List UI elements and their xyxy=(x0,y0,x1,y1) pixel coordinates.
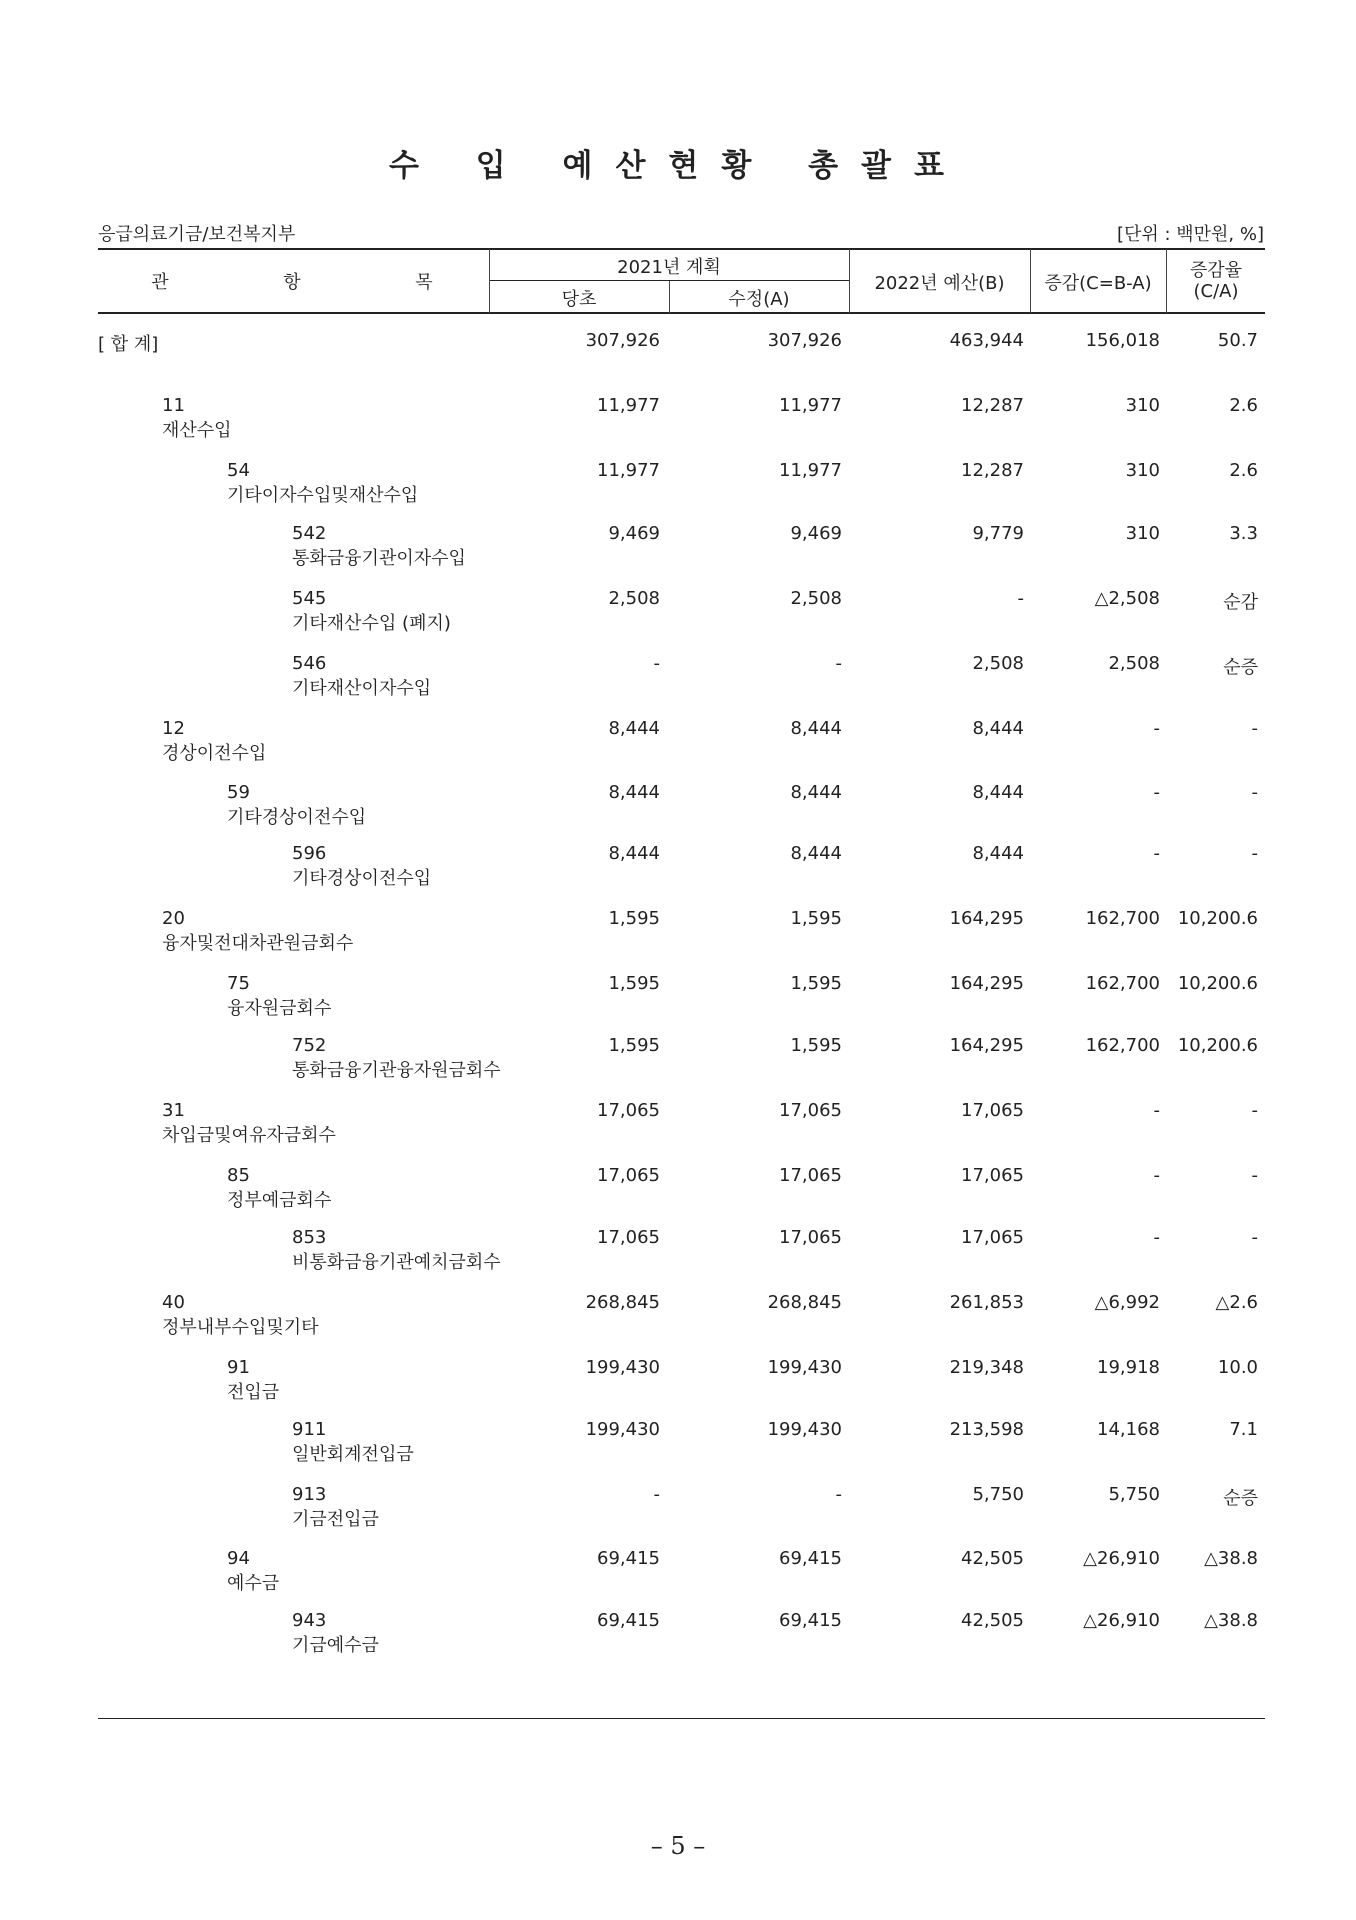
cell-initial: 268,845 xyxy=(585,1292,660,1313)
cell-rate: △38.8 xyxy=(1204,1610,1258,1631)
cell-initial: 1,595 xyxy=(608,908,660,929)
cell-revised: 11,977 xyxy=(779,395,842,416)
row-name: 예수금 xyxy=(227,1573,280,1594)
cell-change: 162,700 xyxy=(1085,908,1160,929)
row-name: 기타이자수입및재산수입 xyxy=(227,485,419,506)
row-code: 12 xyxy=(162,718,185,739)
cell-change: - xyxy=(1153,843,1160,864)
cell-budget: - xyxy=(1017,588,1024,609)
header-gwan: 관 xyxy=(151,272,169,293)
cell-change: 14,168 xyxy=(1097,1419,1160,1440)
row-name: 통화금융기관이자수입 xyxy=(292,548,466,569)
cell-budget: 164,295 xyxy=(949,973,1024,994)
row-name: 차입금및여유자금회수 xyxy=(162,1125,336,1146)
row-name: 재산수입 xyxy=(162,420,232,441)
cell-budget: 213,598 xyxy=(949,1419,1024,1440)
cell-revised: 11,977 xyxy=(779,460,842,481)
table-bottom-rule xyxy=(98,1718,1265,1719)
cell-budget: 5,750 xyxy=(972,1484,1024,1505)
cell-rate: 50.7 xyxy=(1217,330,1258,351)
cell-revised: 8,444 xyxy=(790,718,842,739)
cell-revised: 17,065 xyxy=(779,1227,842,1248)
row-name: 전입금 xyxy=(227,1382,280,1403)
cell-rate: 3.3 xyxy=(1229,523,1258,544)
cell-revised: 199,430 xyxy=(767,1357,842,1378)
row-name: 기금예수금 xyxy=(292,1635,379,1656)
cell-initial: 307,926 xyxy=(585,330,660,351)
cell-change: 310 xyxy=(1125,523,1160,544)
cell-revised: 69,415 xyxy=(779,1548,842,1569)
cell-rate: 2.6 xyxy=(1229,395,1258,416)
row-name: 기타재산수입 (폐지) xyxy=(292,613,451,634)
cell-revised: 1,595 xyxy=(790,1035,842,1056)
cell-revised: 199,430 xyxy=(767,1419,842,1440)
header-budget-2022: 2022년 예산(B) xyxy=(874,273,1005,294)
cell-change: 156,018 xyxy=(1085,330,1160,351)
row-code: 752 xyxy=(292,1035,327,1056)
cell-rate: - xyxy=(1251,782,1258,803)
organization-label: 응급의료기금/보건복지부 xyxy=(98,224,296,245)
row-code: 31 xyxy=(162,1100,185,1121)
cell-rate: 순증 xyxy=(1223,657,1258,678)
cell-budget: 2,508 xyxy=(972,653,1024,674)
header-revised: 수정(A) xyxy=(728,289,790,310)
cell-initial: 17,065 xyxy=(597,1165,660,1186)
cell-rate: - xyxy=(1251,843,1258,864)
cell-change: - xyxy=(1153,1227,1160,1248)
cell-change: △6,992 xyxy=(1094,1292,1160,1313)
header-rate-line2: (C/A) xyxy=(1193,281,1239,302)
cell-revised: 2,508 xyxy=(790,588,842,609)
cell-budget: 164,295 xyxy=(949,908,1024,929)
cell-rate: 10,200.6 xyxy=(1177,908,1258,929)
cell-budget: 9,779 xyxy=(972,523,1024,544)
cell-initial: 1,595 xyxy=(608,973,660,994)
cell-initial: 199,430 xyxy=(585,1419,660,1440)
cell-rate: 순감 xyxy=(1223,592,1258,613)
cell-initial: 69,415 xyxy=(597,1548,660,1569)
row-code: 545 xyxy=(292,588,327,609)
cell-initial: - xyxy=(653,653,660,674)
header-bottom-rule xyxy=(98,312,1265,314)
cell-rate: - xyxy=(1251,1100,1258,1121)
cell-initial: 11,977 xyxy=(597,395,660,416)
row-code: 853 xyxy=(292,1227,327,1248)
cell-rate: 7.1 xyxy=(1229,1419,1258,1440)
cell-budget: 17,065 xyxy=(961,1227,1024,1248)
row-code: 59 xyxy=(227,782,250,803)
cell-revised: 17,065 xyxy=(779,1100,842,1121)
cell-budget: 17,065 xyxy=(961,1165,1024,1186)
cell-change: 162,700 xyxy=(1085,1035,1160,1056)
cell-rate: 순증 xyxy=(1223,1488,1258,1509)
header-initial: 당초 xyxy=(561,289,597,310)
row-code: 913 xyxy=(292,1484,327,1505)
row-name: 경상이전수입 xyxy=(162,743,267,764)
cell-rate: - xyxy=(1251,718,1258,739)
cell-initial: 199,430 xyxy=(585,1357,660,1378)
row-code: 40 xyxy=(162,1292,185,1313)
row-name: 정부내부수입및기타 xyxy=(162,1317,319,1338)
cell-change: - xyxy=(1153,1165,1160,1186)
row-code: 75 xyxy=(227,973,250,994)
cell-change: △2,508 xyxy=(1094,588,1160,609)
table-top-rule xyxy=(98,248,1265,250)
row-code: 542 xyxy=(292,523,327,544)
page-number: – 5 – xyxy=(650,1832,706,1860)
row-code: 91 xyxy=(227,1357,250,1378)
cell-change: 310 xyxy=(1125,460,1160,481)
cell-revised: 8,444 xyxy=(790,843,842,864)
row-code: 546 xyxy=(292,653,327,674)
cell-initial: 9,469 xyxy=(608,523,660,544)
unit-label: [단위 : 백만원, %] xyxy=(1116,224,1264,245)
cell-budget: 463,944 xyxy=(949,330,1024,351)
row-code: 54 xyxy=(227,460,250,481)
row-name: 기타경상이전수입 xyxy=(227,807,367,828)
cell-change: 162,700 xyxy=(1085,973,1160,994)
cell-revised: 1,595 xyxy=(790,908,842,929)
cell-initial: 8,444 xyxy=(608,718,660,739)
cell-change: 2,508 xyxy=(1108,653,1160,674)
cell-change: 5,750 xyxy=(1108,1484,1160,1505)
cell-budget: 219,348 xyxy=(949,1357,1024,1378)
cell-budget: 164,295 xyxy=(949,1035,1024,1056)
cell-budget: 8,444 xyxy=(972,782,1024,803)
row-code: 20 xyxy=(162,908,185,929)
header-rate-line1: 증감율 xyxy=(1189,260,1243,281)
cell-initial: 11,977 xyxy=(597,460,660,481)
page-title: 수 입 예산현황 총괄표 xyxy=(389,148,967,184)
cell-change: 19,918 xyxy=(1097,1357,1160,1378)
row-name: 일반회계전입금 xyxy=(292,1444,414,1465)
header-plan-2021: 2021년 계획 xyxy=(617,257,721,278)
row-name: 기타경상이전수입 xyxy=(292,868,432,889)
row-code: 911 xyxy=(292,1419,327,1440)
row-code: 85 xyxy=(227,1165,250,1186)
row-name: 비통화금융기관예치금회수 xyxy=(292,1252,501,1273)
cell-initial: 17,065 xyxy=(597,1100,660,1121)
cell-change: - xyxy=(1153,782,1160,803)
header-change: 증감(C=B-A) xyxy=(1044,273,1152,294)
row-name: 융자및전대차관원금회수 xyxy=(162,933,354,954)
cell-budget: 17,065 xyxy=(961,1100,1024,1121)
cell-change: - xyxy=(1153,1100,1160,1121)
cell-rate: 10,200.6 xyxy=(1177,973,1258,994)
row-code: 943 xyxy=(292,1610,327,1631)
cell-rate: △38.8 xyxy=(1204,1548,1258,1569)
cell-budget: 12,287 xyxy=(961,395,1024,416)
cell-rate: - xyxy=(1251,1227,1258,1248)
row-name: 융자원금회수 xyxy=(227,998,332,1019)
row-code: 11 xyxy=(162,395,185,416)
cell-initial: - xyxy=(653,1484,660,1505)
cell-revised: 1,595 xyxy=(790,973,842,994)
row-code: 94 xyxy=(227,1548,250,1569)
header-mok: 목 xyxy=(415,272,433,293)
cell-change: △26,910 xyxy=(1083,1610,1160,1631)
row-name: 통화금융기관융자원금회수 xyxy=(292,1060,501,1081)
cell-budget: 8,444 xyxy=(972,718,1024,739)
cell-rate: 10,200.6 xyxy=(1177,1035,1258,1056)
cell-revised: 8,444 xyxy=(790,782,842,803)
cell-budget: 8,444 xyxy=(972,843,1024,864)
cell-initial: 1,595 xyxy=(608,1035,660,1056)
cell-revised: - xyxy=(835,1484,842,1505)
cell-revised: - xyxy=(835,653,842,674)
cell-rate: 2.6 xyxy=(1229,460,1258,481)
cell-change: - xyxy=(1153,718,1160,739)
row-name: 기타재산이자수입 xyxy=(292,678,432,699)
cell-revised: 69,415 xyxy=(779,1610,842,1631)
cell-rate: △2.6 xyxy=(1215,1292,1258,1313)
row-name: 기금전입금 xyxy=(292,1509,379,1530)
cell-budget: 42,505 xyxy=(961,1610,1024,1631)
header-hang: 항 xyxy=(283,272,301,293)
cell-change: 310 xyxy=(1125,395,1160,416)
cell-budget: 261,853 xyxy=(949,1292,1024,1313)
cell-budget: 42,505 xyxy=(961,1548,1024,1569)
cell-change: △26,910 xyxy=(1083,1548,1160,1569)
cell-initial: 69,415 xyxy=(597,1610,660,1631)
cell-rate: - xyxy=(1251,1165,1258,1186)
cell-initial: 8,444 xyxy=(608,782,660,803)
cell-revised: 9,469 xyxy=(790,523,842,544)
row-code: 596 xyxy=(292,843,327,864)
cell-revised: 307,926 xyxy=(767,330,842,351)
cell-initial: 17,065 xyxy=(597,1227,660,1248)
cell-revised: 268,845 xyxy=(767,1292,842,1313)
cell-budget: 12,287 xyxy=(961,460,1024,481)
cell-rate: 10.0 xyxy=(1217,1357,1258,1378)
total-row-label: [ 합 계] xyxy=(98,334,159,355)
cell-initial: 8,444 xyxy=(608,843,660,864)
row-name: 정부예금회수 xyxy=(227,1190,332,1211)
cell-initial: 2,508 xyxy=(608,588,660,609)
cell-revised: 17,065 xyxy=(779,1165,842,1186)
